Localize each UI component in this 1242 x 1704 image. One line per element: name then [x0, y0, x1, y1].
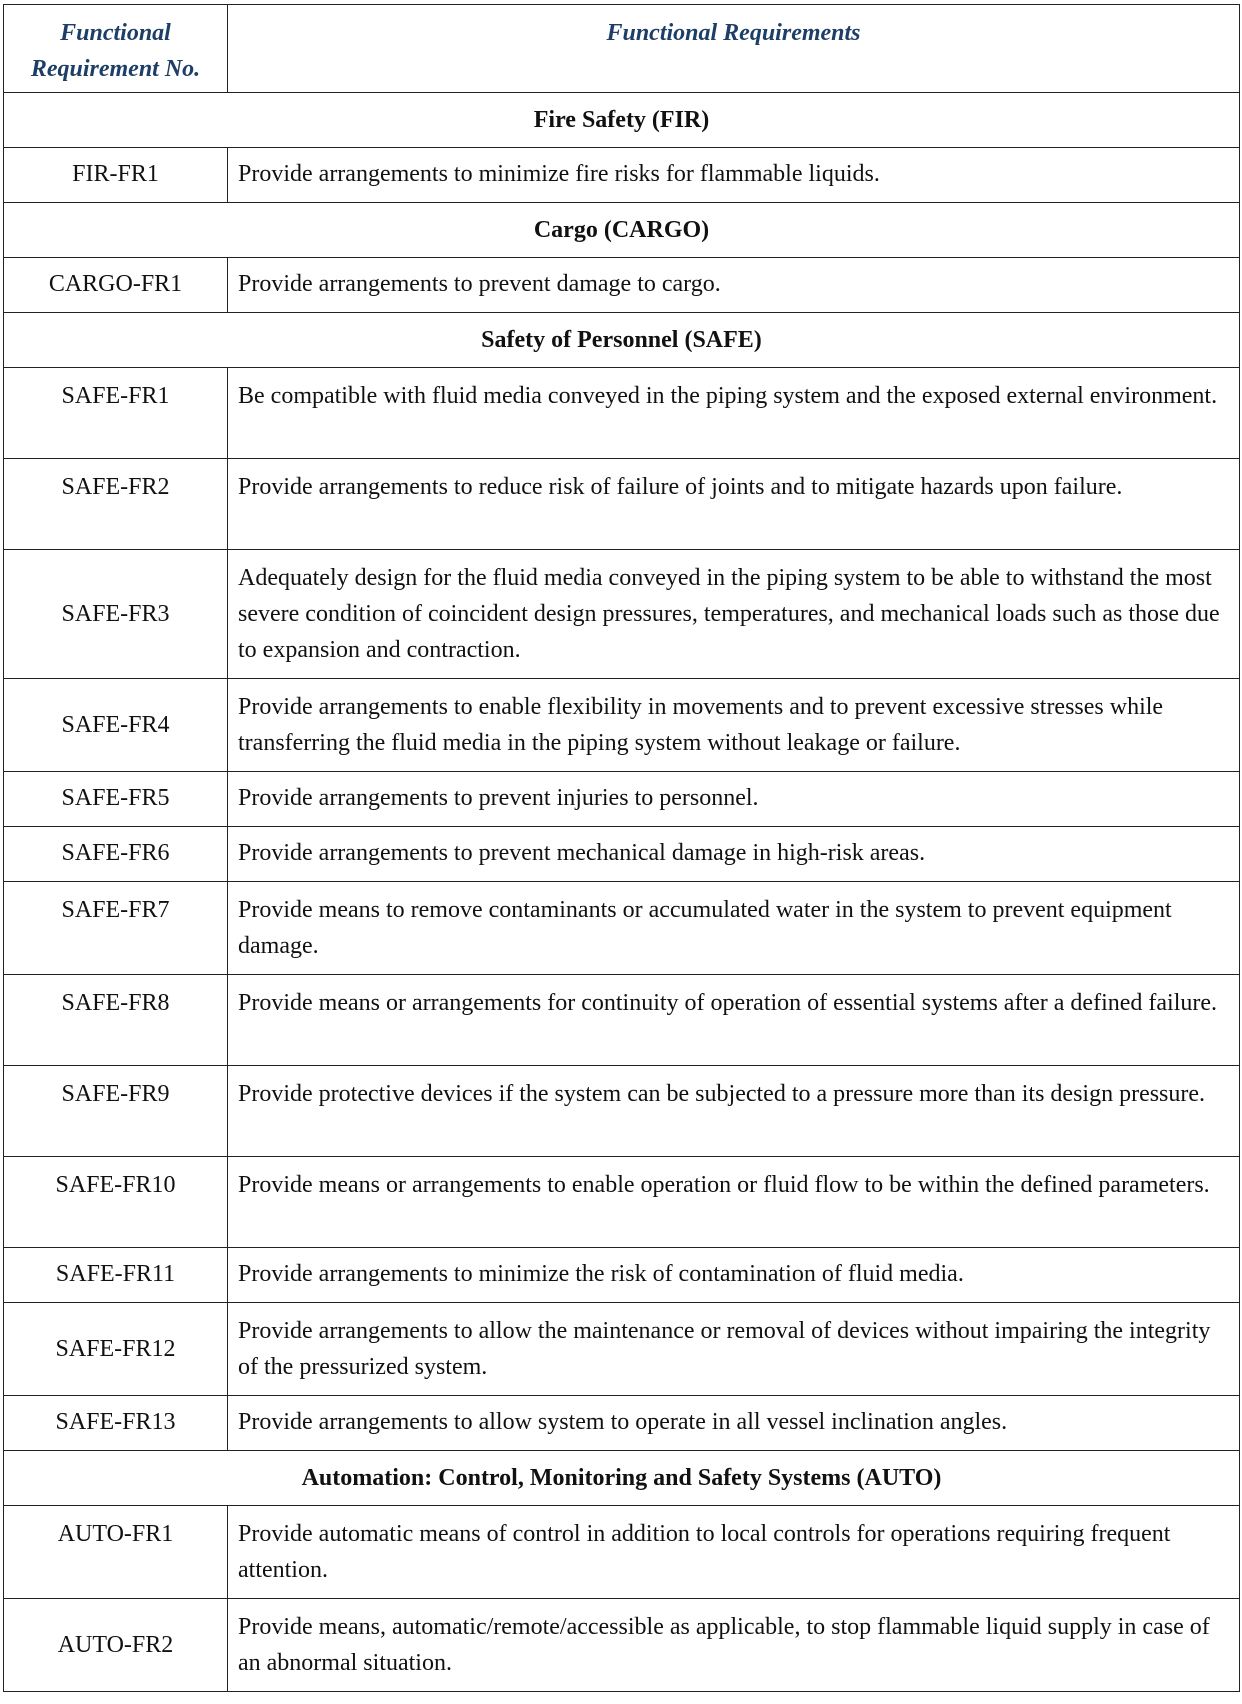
table-row — [4, 1599, 1240, 1692]
table-row — [4, 772, 1240, 827]
requirement-id: AUTO-FR2 — [4, 1599, 228, 1692]
section-row-auto — [4, 1451, 1240, 1506]
requirement-text: Provide arrangements to allow system to operate in all vessel inclination angles. — [228, 1396, 1240, 1451]
section-title-safe: Safety of Personnel (SAFE) — [4, 313, 1240, 368]
table-row — [4, 1396, 1240, 1451]
requirement-text: Provide arrangements to minimize the risk of contamination of fluid media. — [228, 1248, 1240, 1303]
requirement-id: SAFE-FR8 — [4, 975, 228, 1066]
requirement-text: Be compatible with fluid media conveyed in the piping system and the exposed external environment. — [228, 368, 1240, 459]
section-row-cargo — [4, 203, 1240, 258]
requirement-id: SAFE-FR2 — [4, 459, 228, 550]
requirement-text: Provide means to remove contaminants or accumulated water in the system to prevent equipment damage. — [228, 882, 1240, 975]
requirement-text: Provide means or arrangements for continuity of operation of essential systems after a defined failure. — [228, 975, 1240, 1066]
requirement-id: SAFE-FR13 — [4, 1396, 228, 1451]
table-row — [4, 1506, 1240, 1599]
section-row-fir — [4, 93, 1240, 148]
requirement-text: Adequately design for the fluid media conveyed in the piping system to be able to withstand the most severe condition of coincident design pressures, temperatures, and mechanical loads such as those due to expansion and contraction. — [228, 550, 1240, 679]
requirement-text: Provide arrangements to prevent damage to cargo. — [228, 258, 1240, 313]
table-header-row — [4, 5, 1240, 93]
table-row — [4, 827, 1240, 882]
requirement-id: SAFE-FR7 — [4, 882, 228, 975]
requirement-id: SAFE-FR3 — [4, 550, 228, 679]
requirement-text: Provide automatic means of control in addition to local controls for operations requiring frequent attention. — [228, 1506, 1240, 1599]
requirement-id: SAFE-FR11 — [4, 1248, 228, 1303]
functional-requirements-table — [3, 4, 1240, 1692]
requirement-id: AUTO-FR1 — [4, 1506, 228, 1599]
requirement-text: Provide arrangements to minimize fire risks for flammable liquids. — [228, 148, 1240, 203]
table-row — [4, 975, 1240, 1066]
table-row — [4, 368, 1240, 459]
table-row — [4, 1066, 1240, 1157]
table-row — [4, 550, 1240, 679]
header-requirements: Functional Requirements — [228, 5, 1240, 93]
table-row — [4, 148, 1240, 203]
requirement-id: FIR-FR1 — [4, 148, 228, 203]
section-title-auto: Automation: Control, Monitoring and Safety Systems (AUTO) — [4, 1451, 1240, 1506]
requirement-text: Provide arrangements to allow the maintenance or removal of devices without impairing the integrity of the pressurized system. — [228, 1303, 1240, 1396]
requirement-id: SAFE-FR5 — [4, 772, 228, 827]
section-title-cargo: Cargo (CARGO) — [4, 203, 1240, 258]
table-row — [4, 882, 1240, 975]
requirement-id: SAFE-FR12 — [4, 1303, 228, 1396]
table-row — [4, 1303, 1240, 1396]
table-row — [4, 1157, 1240, 1248]
requirement-id: SAFE-FR9 — [4, 1066, 228, 1157]
table-row — [4, 258, 1240, 313]
requirements-table-container — [3, 4, 1239, 1692]
requirement-text: Provide arrangements to prevent injuries to personnel. — [228, 772, 1240, 827]
requirement-id: SAFE-FR4 — [4, 679, 228, 772]
requirement-id: SAFE-FR1 — [4, 368, 228, 459]
requirement-id: CARGO-FR1 — [4, 258, 228, 313]
requirement-text: Provide arrangements to reduce risk of failure of joints and to mitigate hazards upon failure. — [228, 459, 1240, 550]
section-row-safe — [4, 313, 1240, 368]
requirement-text: Provide protective devices if the system can be subjected to a pressure more than its design pressure. — [228, 1066, 1240, 1157]
requirement-text: Provide arrangements to enable flexibility in movements and to prevent excessive stresses while transferring the fluid media in the piping system without leakage or failure. — [228, 679, 1240, 772]
header-requirement-no: Functional Requirement No. — [4, 5, 228, 93]
requirement-id: SAFE-FR10 — [4, 1157, 228, 1248]
requirement-text: Provide means or arrangements to enable operation or fluid flow to be within the defined parameters. — [228, 1157, 1240, 1248]
table-row — [4, 459, 1240, 550]
requirement-text: Provide means, automatic/remote/accessible as applicable, to stop flammable liquid supply in case of an abnormal situation. — [228, 1599, 1240, 1692]
table-row — [4, 1248, 1240, 1303]
requirement-id: SAFE-FR6 — [4, 827, 228, 882]
table-row — [4, 679, 1240, 772]
requirement-text: Provide arrangements to prevent mechanical damage in high-risk areas. — [228, 827, 1240, 882]
section-title-fir: Fire Safety (FIR) — [4, 93, 1240, 148]
